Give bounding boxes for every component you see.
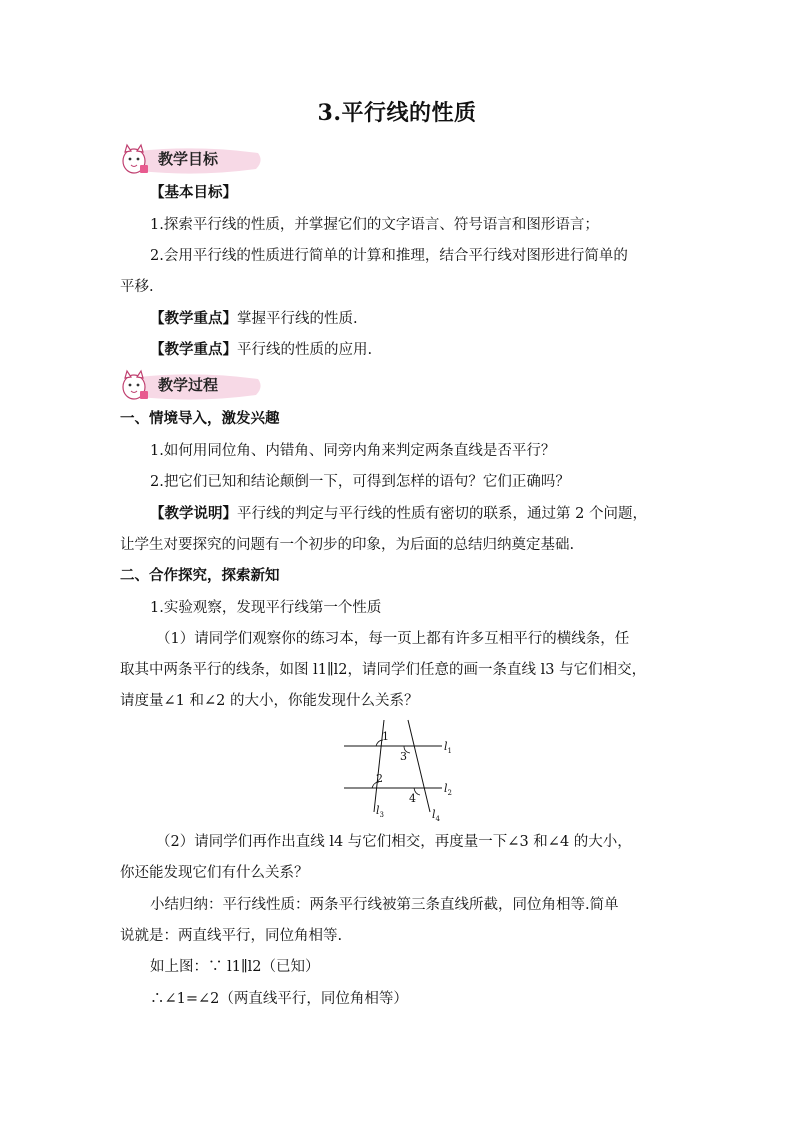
angle-label-4: 4 bbox=[409, 792, 416, 805]
goal-item-2-line-1: 2.会用平行线的性质进行简单的计算和推理，结合平行线对图形进行简单的 bbox=[150, 248, 628, 264]
summary-line-2: 说就是：两直线平行，同位角相等. bbox=[120, 928, 343, 944]
line-letter: l bbox=[444, 740, 448, 753]
line-label-l4 bbox=[432, 808, 441, 823]
part2-para2-line-2: 你还能发现它们有什么关系？ bbox=[120, 865, 309, 881]
part1-question-1: 1.如何用同位角、内错角、同旁内角来判定两条直线是否平行？ bbox=[150, 443, 556, 459]
line-subscript: 4 bbox=[435, 815, 440, 823]
key-point-label: 【教学重点】 bbox=[150, 310, 237, 327]
angle-label-3: 3 bbox=[400, 750, 407, 763]
line-subscript: 2 bbox=[447, 789, 452, 797]
part2-para2-line-1: （2）请同学们再作出直线 l4 与它们相交，再度量一下∠3 和∠4 的大小， bbox=[156, 834, 632, 850]
line-subscript: 1 bbox=[447, 747, 452, 755]
line-label-l3 bbox=[376, 804, 384, 819]
key-point-2 bbox=[150, 340, 706, 360]
teaching-note-line-1 bbox=[150, 504, 706, 524]
basic-goal-label: 【基本目标】 bbox=[150, 184, 237, 201]
part2-para1-line-3: 请度量∠1 和∠2 的大小，你能发现什么关系？ bbox=[120, 693, 419, 709]
angle-label-2: 2 bbox=[376, 772, 383, 785]
teaching-note-line-2: 让学生对要探究的问题有一个初步的印象，为后面的总结归纳奠定基础. bbox=[120, 537, 575, 553]
part2-para1-line-2: 取其中两条平行的线条，如图 l1∥l2，请同学们任意的画一条直线 l3 与它们相交， bbox=[120, 662, 647, 678]
proof-therefore: ∴∠1=∠2（两直线平行，同位角相等） bbox=[150, 991, 408, 1007]
part2-subheading: 1.实验观察，发现平行线第一个性质 bbox=[150, 600, 382, 616]
key-point-text: 掌握平行线的性质. bbox=[237, 311, 358, 327]
part2-para1-line-1: （1）请同学们观察你的练习本，每一页上都有许多互相平行的横线条，任 bbox=[156, 631, 630, 647]
line-letter: l bbox=[376, 804, 380, 817]
teaching-note-text: 平行线的判定与平行线的性质有密切的联系，通过第 2 个问题， bbox=[237, 506, 647, 522]
key-point-text: 平行线的性质的应用. bbox=[237, 342, 373, 358]
key-point-1 bbox=[150, 309, 706, 329]
section-heading-label: 教学目标 bbox=[158, 150, 219, 168]
line-label-l2 bbox=[444, 782, 452, 797]
goal-item-2-line-2: 平移. bbox=[120, 279, 154, 295]
summary-line-1: 小结归纳：平行线性质：两条平行线被第三条直线所截，同位角相等.简单 bbox=[150, 897, 619, 913]
section-heading-goals bbox=[118, 143, 268, 177]
section-heading-label: 教学过程 bbox=[158, 376, 219, 394]
section-heading-process bbox=[118, 369, 268, 403]
angle-label-1: 1 bbox=[382, 730, 389, 743]
proof-given: 如上图：∵ l1∥l2（已知） bbox=[150, 959, 320, 975]
page-title: 3.平行线的性质 bbox=[317, 100, 477, 126]
part1-heading: 一、情境导入，激发兴趣 bbox=[120, 410, 280, 427]
line-label-l1 bbox=[444, 740, 452, 755]
goal-item-1: 1.探索平行线的性质，并掌握它们的文字语言、符号语言和图形语言； bbox=[150, 217, 599, 233]
line-subscript: 3 bbox=[379, 811, 384, 819]
line-letter: l bbox=[432, 808, 436, 821]
parallel-lines-figure bbox=[338, 718, 468, 823]
part1-question-2: 2.把它们已知和结论颠倒一下，可得到怎样的语句？它们正确吗？ bbox=[150, 474, 570, 490]
key-point-label: 【教学重点】 bbox=[150, 341, 237, 358]
line-letter: l bbox=[444, 782, 448, 795]
teaching-note-label: 【教学说明】 bbox=[150, 505, 237, 522]
part2-heading: 二、合作探究，探索新知 bbox=[120, 567, 280, 584]
